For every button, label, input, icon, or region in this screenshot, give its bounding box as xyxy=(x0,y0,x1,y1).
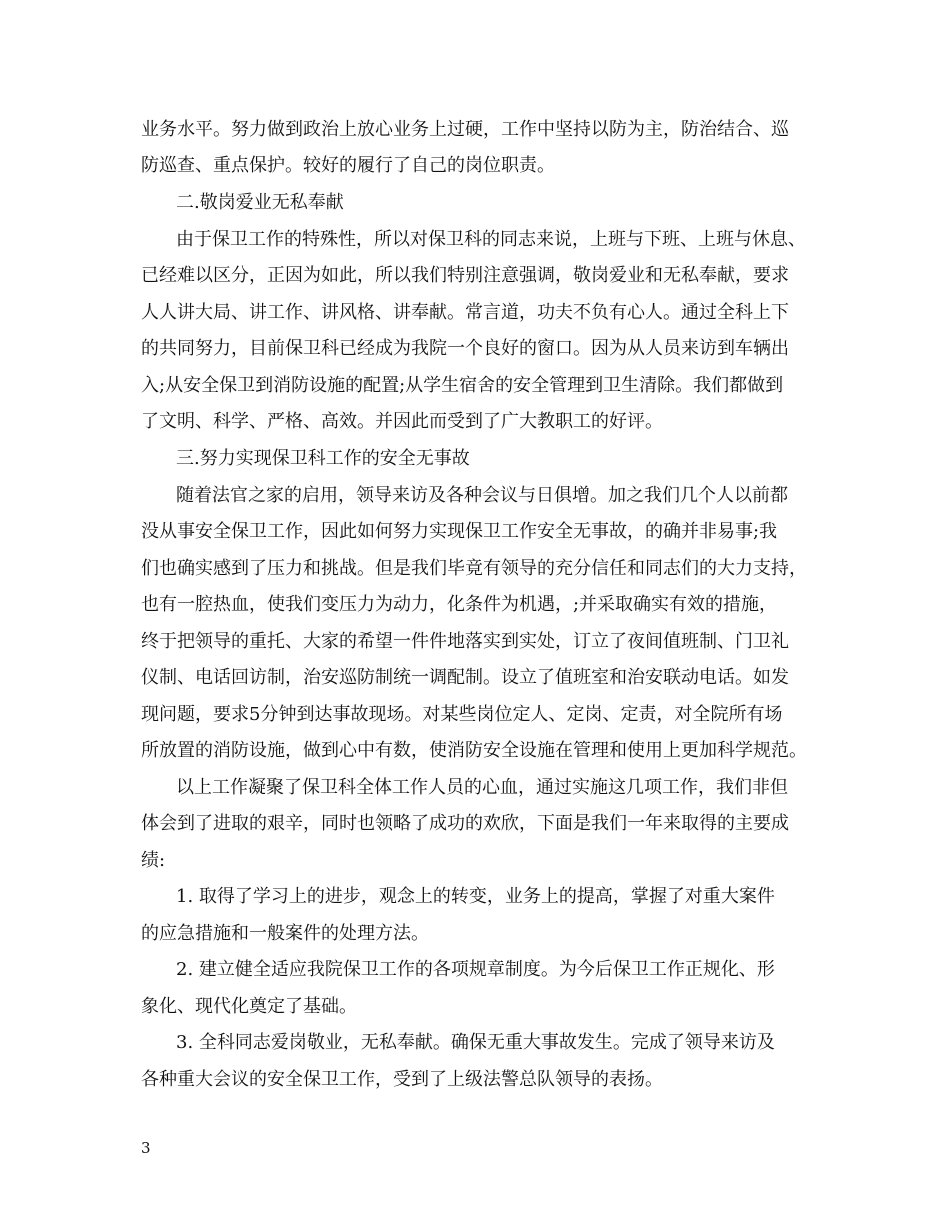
text-line: 现问题，要求5分钟到达事故现场。对某些岗位定人、定岗、定责，对全院所有场 xyxy=(141,704,783,725)
text-line: 绩: xyxy=(141,850,166,871)
text-line: 随着法官之家的启用，领导来访及各种会议与日俱增。加之我们几个人以前都 xyxy=(176,485,788,506)
section-heading: 二.敬岗爱业无私奉献 xyxy=(176,192,344,213)
list-item: 2. 建立健全适应我院保卫工作的各项规章制度。为今后保卫工作正规化、形 xyxy=(176,959,775,980)
text-line: 终于把领导的重托、大家的希望一件件地落实到实处，订立了夜间值班制、门卫礼 xyxy=(141,631,789,652)
list-item-continuation: 各种重大会议的安全保卫工作，受到了上级法警总队领导的表扬。 xyxy=(141,1069,663,1090)
list-item: 1. 取得了学习上的进步，观念上的转变，业务上的提高，掌握了对重大案件 xyxy=(176,886,775,907)
text-line: 人人讲大局、讲工作、讲风格、讲奉献。常言道，功夫不负有心人。通过全科上下 xyxy=(141,302,789,323)
page-number: 3 xyxy=(141,1139,151,1157)
text-line: 也有一腔热血，使我们变压力为动力，化条件为机遇，;并采取确实有效的措施， xyxy=(141,594,778,615)
text-line: 防巡查、重点保护。较好的履行了自己的岗位职责。 xyxy=(141,155,555,176)
text-line: 的共同努力，目前保卫科已经成为我院一个良好的窗口。因为从人员来访到车辆出 xyxy=(141,338,789,359)
list-item-continuation: 的应急措施和一般案件的处理方法。 xyxy=(141,923,429,944)
list-item-continuation: 象化、现代化奠定了基础。 xyxy=(141,996,357,1017)
text-line: 所放置的消防设施，做到心中有数，使消防安全设施在管理和使用上更加科学规范。 xyxy=(141,740,807,761)
text-line: 没从事安全保卫工作，因此如何努力实现保卫工作安全无事故，的确并非易事;我 xyxy=(141,521,778,542)
text-line: 体会到了进取的艰辛，同时也领略了成功的欢欣，下面是我们一年来取得的主要成 xyxy=(141,813,789,834)
list-item: 3. 全科同志爱岗敬业，无私奉献。确保无重大事故发生。完成了领导来访及 xyxy=(176,1032,775,1053)
text-line: 由于保卫工作的特殊性，所以对保卫科的同志来说，上班与下班、上班与休息、 xyxy=(176,229,806,250)
text-line: 业务水平。努力做到政治上放心业务上过硬，工作中坚持以防为主，防治结合、巡 xyxy=(141,119,789,140)
text-line: 入;从安全保卫到消防设施的配置;从学生宿舍的安全管理到卫生清除。我们都做到 xyxy=(141,375,784,396)
section-heading: 三.努力实现保卫科工作的安全无事故 xyxy=(176,448,470,469)
text-line: 了文明、科学、严格、高效。并因此而受到了广大教职工的好评。 xyxy=(141,411,663,432)
text-line: 已经难以区分，正因为如此，所以我们特别注意强调，敬岗爱业和无私奉献，要求 xyxy=(141,265,789,286)
text-line: 以上工作凝聚了保卫科全体工作人员的心血，通过实施这几项工作，我们非但 xyxy=(176,777,788,798)
text-line: 们也确实感到了压力和挑战。但是我们毕竟有领导的充分信任和同志们的大力支持， xyxy=(141,558,807,579)
text-line: 仪制、电话回访制，治安巡防制统一调配制。设立了值班室和治安联动电话。如发 xyxy=(141,667,789,688)
